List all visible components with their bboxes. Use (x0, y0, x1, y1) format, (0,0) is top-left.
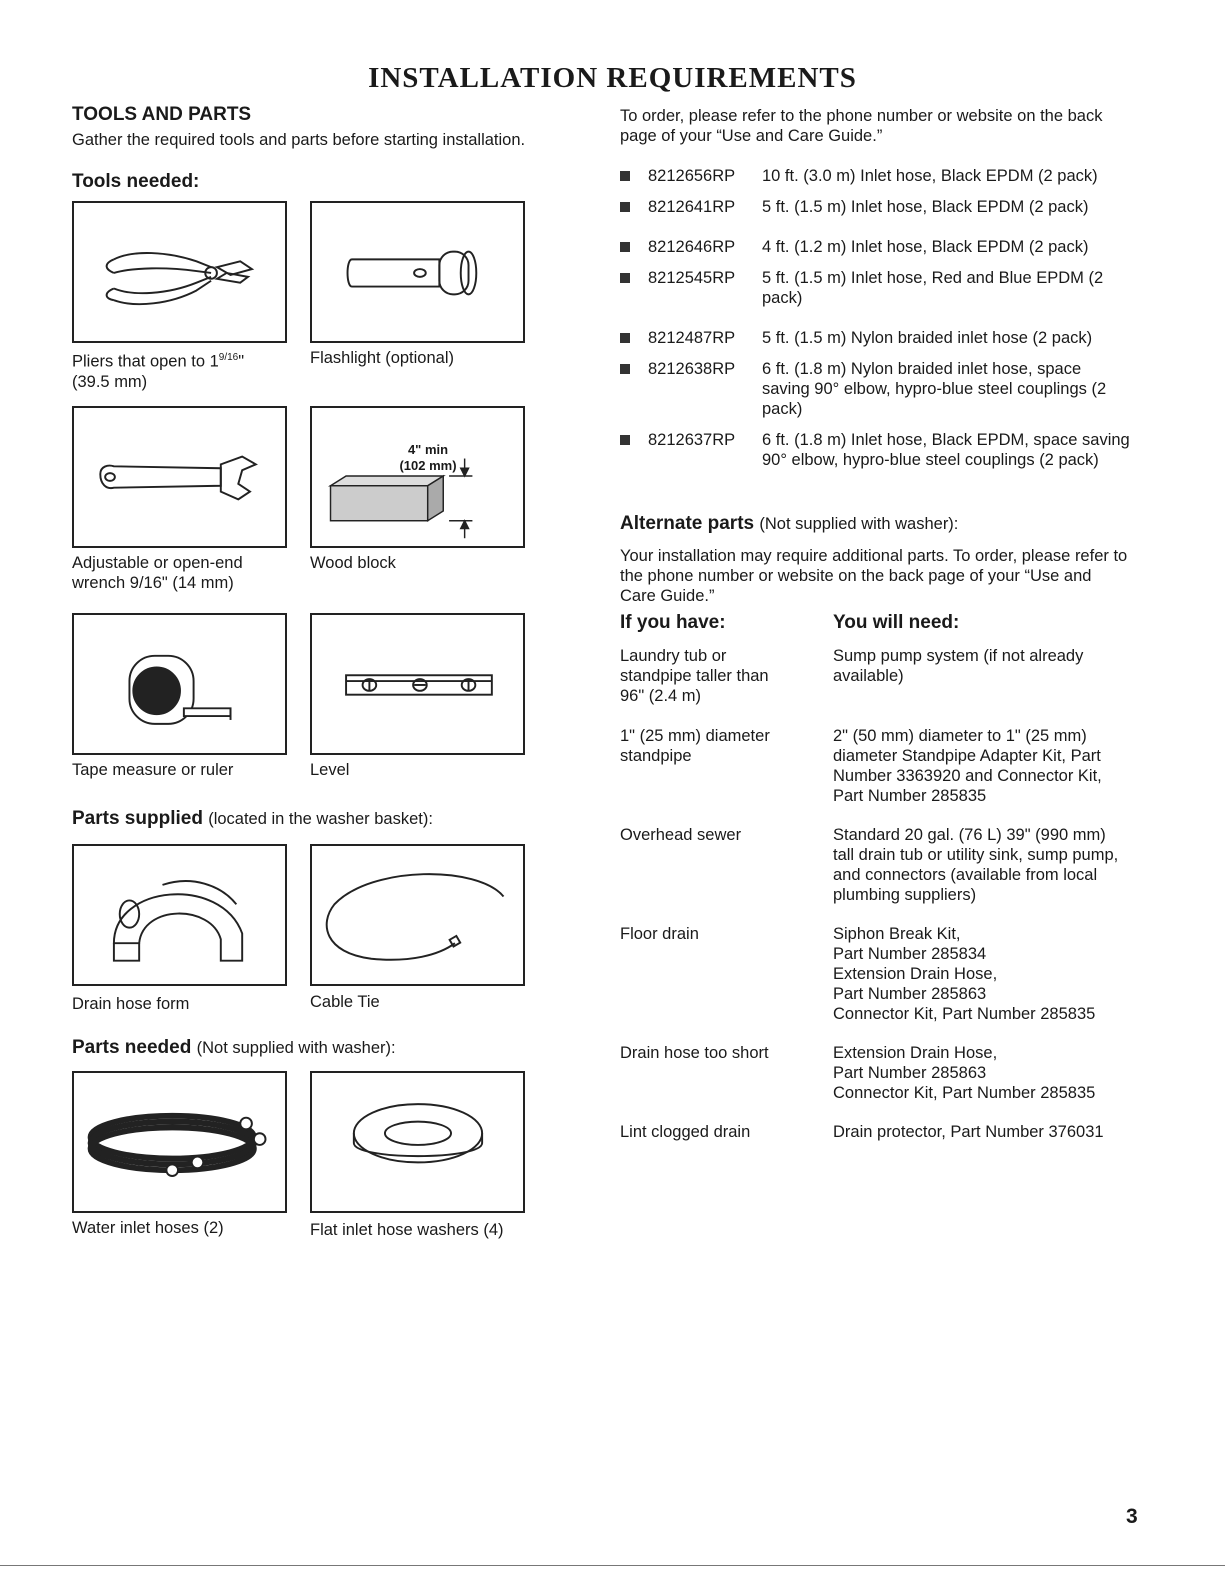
bullet-icon (620, 273, 630, 283)
need-cell: Siphon Break Kit, Part Number 285834 Extension Drain Hose, Part Number 285863 Connector Kit, Part Number 285835 (833, 925, 1096, 1023)
hose-washer-icon (312, 1073, 523, 1211)
page-number: 3 (1126, 1505, 1138, 1528)
drain-hose-form-icon (74, 846, 285, 984)
bullet-icon (620, 333, 630, 343)
cable-tie-image (310, 844, 525, 986)
have-cell: 1" (25 mm) diameter standpipe (620, 727, 770, 765)
have-cell: Laundry tub or standpipe taller than 96" (2.4 m) (620, 647, 769, 705)
drain-hose-form-caption: Drain hose form (72, 995, 190, 1013)
flashlight-image (310, 201, 525, 343)
level-image (310, 613, 525, 755)
need-cell: Standard 20 gal. (76 L) 39" (990 mm) tall drain tub or utility sink, sump pump, and connectors (available from local plumbing suppliers) (833, 826, 1119, 904)
parts-needed-heading: Parts needed (Not supplied with washer): (72, 1037, 396, 1058)
parts-supplied-heading: Parts supplied (located in the washer basket): (72, 808, 433, 829)
cable-tie-caption: Cable Tie (310, 993, 380, 1011)
wood-block-image (310, 406, 525, 548)
pliers-icon (74, 203, 285, 341)
need-cell: Drain protector, Part Number 376031 (833, 1123, 1104, 1141)
hose-washer-caption: Flat inlet hose washers (4) (310, 1221, 504, 1239)
wood-block-dim-label: 4" min (102 mm) (399, 442, 457, 473)
wrench-caption: Adjustable or open-end wrench 9/16" (14 mm) (72, 554, 243, 592)
tools-and-parts-heading: TOOLS AND PARTS (72, 104, 252, 125)
bullet-icon (620, 364, 630, 374)
inlet-hoses-caption: Water inlet hoses (2) (72, 1219, 224, 1237)
wrench-icon (74, 408, 285, 546)
need-cell: 2" (50 mm) diameter to 1" (25 mm) diameter Standpipe Adapter Kit, Part Number 3363920 and Connector Kit, Part Number 285835 (833, 727, 1102, 805)
have-cell: Drain hose too short (620, 1044, 769, 1062)
tape-measure-image (72, 613, 287, 755)
tape-measure-icon (74, 615, 285, 753)
level-caption: Level (310, 761, 350, 779)
cable-tie-icon (312, 846, 523, 984)
hose-washer-image (310, 1071, 525, 1213)
wood-block-caption: Wood block (310, 554, 396, 572)
inlet-hoses-icon (74, 1073, 285, 1211)
flashlight-icon (312, 203, 523, 341)
order-text: To order, please refer to the phone number or website on the back page of your “Use and Care Guide.” (620, 107, 1103, 145)
bullet-icon (620, 242, 630, 252)
level-icon (312, 615, 523, 753)
need-cell: Sump pump system (if not already available) (833, 647, 1084, 685)
you-will-need-heading: You will need: (833, 612, 960, 633)
bullet-icon (620, 202, 630, 212)
need-cell: Extension Drain Hose, Part Number 285863 Connector Kit, Part Number 285835 (833, 1044, 1096, 1102)
bullet-icon (620, 171, 630, 181)
wrench-image (72, 406, 287, 548)
have-cell: Floor drain (620, 925, 699, 943)
drain-hose-form-image (72, 844, 287, 986)
flashlight-caption: Flashlight (optional) (310, 349, 454, 367)
tools-needed-heading: Tools needed: (72, 171, 200, 192)
alternate-parts-heading: Alternate parts (Not supplied with washer): (620, 513, 959, 534)
tape-measure-caption: Tape measure or ruler (72, 761, 234, 779)
bullet-icon (620, 435, 630, 445)
footer-rule (0, 1565, 1225, 1566)
pliers-caption: Pliers that open to $1^{9/16}$" (39.5 mm) (72, 352, 245, 391)
inlet-hoses-image (72, 1071, 287, 1213)
have-cell: Overhead sewer (620, 826, 742, 844)
alternate-parts-intro: Your installation may require additional parts. To order, please refer to the phone number or website on the back page of your “Use and Care Guide.” (620, 547, 1128, 605)
if-you-have-heading: If you have: (620, 612, 726, 633)
page-title: INSTALLATION REQUIREMENTS (368, 62, 857, 94)
tools-intro: Gather the required tools and parts before starting installation. (72, 131, 526, 149)
pliers-image (72, 201, 287, 343)
wood-block-icon (312, 408, 523, 546)
have-cell: Lint clogged drain (620, 1123, 751, 1141)
